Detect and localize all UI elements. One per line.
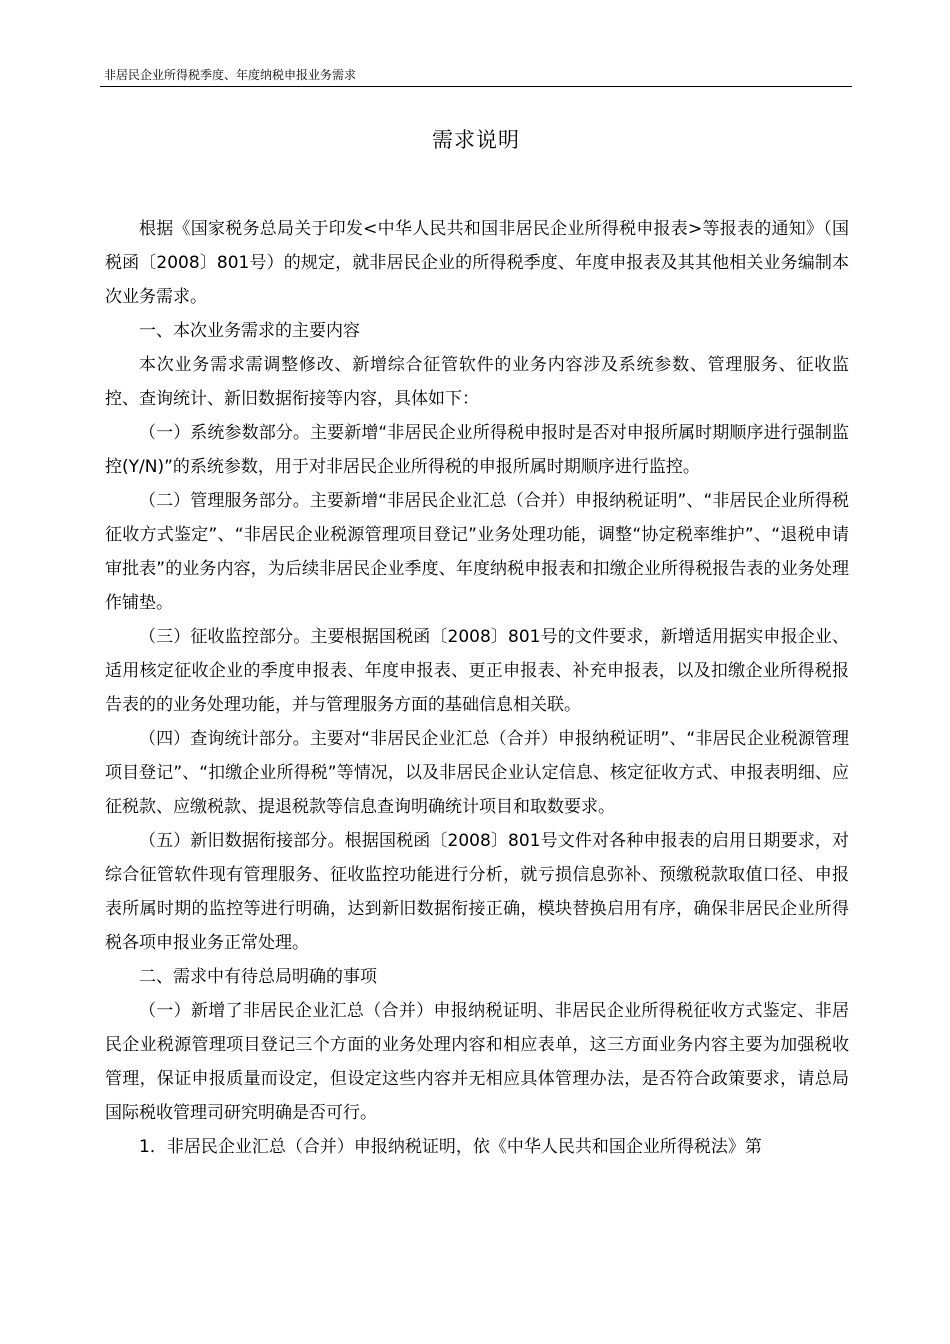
paragraph-system-parameters: （一）系统参数部分。主要新增“非居民企业所得税申报时是否对申报所属时期顺序进行强制监控(Y/N)”的系统参数，用于对非居民企业所得税的申报所属时期顺序进行监控。 [105,423,849,477]
section-heading-pending-items: 二、需求中有待总局明确的事项 [139,967,377,987]
document-body [105,212,849,1164]
paragraph-query-statistics: （四）查询统计部分。主要对“非居民企业汇总（合并）申报纳税证明”、“非居民企业税源管理项目登记”、“扣缴企业所得税”等情况，以及非居民企业认定信息、核定征收方式、申报表明细、应征税款、应缴税款、提退税款等信息查询明确统计项目和取数要求。 [105,729,849,817]
section-heading-main-content: 一、本次业务需求的主要内容 [139,321,360,341]
paragraph-pending-item-1-sub-1: 1．非居民企业汇总（合并）申报纳税证明，依《中华人民共和国企业所得税法》第 [139,1137,762,1157]
paragraph-management-services: （二）管理服务部分。主要新增“非居民企业汇总（合并）申报纳税证明”、“非居民企业所得税征收方式鉴定”、“非居民企业税源管理项目登记”业务处理功能，调整“协定税率维护”、“退税申请审批表”的业务内容，为后续非居民企业季度、年度纳税申报表和扣缴企业所得税报告表的业务处理作铺垫。 [105,491,849,613]
paragraph-data-transition: （五）新旧数据衔接部分。根据国税函〔2008〕801号文件对各种申报表的启用日期要求，对综合征管软件现有管理服务、征收监控功能进行分析，就亏损信息弥补、预缴税款取值口径、申报表所属时期的监控等进行明确，达到新旧数据衔接正确，模块替换启用有序，确保非居民企业所得税各项申报业务正常处理。 [105,831,849,953]
running-header-title: 非居民企业所得税季度、年度纳税申报业务需求 [104,68,357,82]
paragraph-scope: 本次业务需求需调整修改、新增综合征管软件的业务内容涉及系统参数、管理服务、征收监控、查询统计、新旧数据衔接等内容，具体如下： [105,355,849,409]
paragraph-collection-monitoring: （三）征收监控部分。主要根据国税函〔2008〕801号的文件要求，新增适用据实申报企业、适用核定征收企业的季度申报表、年度申报表、更正申报表、补充申报表，以及扣缴企业所得税报告表的的业务处理功能，并与管理服务方面的基础信息相关联。 [105,627,849,715]
document-title: 需求说明 [432,128,520,152]
running-header [100,62,852,87]
paragraph-intro: 根据《国家税务总局关于印发<中华人民共和国非居民企业所得税申报表>等报表的通知》（国税函〔2008〕801号）的规定，就非居民企业的所得税季度、年度申报表及其其他相关业务编制本次业务需求。 [105,219,849,307]
paragraph-pending-item-1: （一）新增了非居民企业汇总（合并）申报纳税证明、非居民企业所得税征收方式鉴定、非居民企业税源管理项目登记三个方面的业务处理内容和相应表单，这三方面业务内容主要为加强税收管理，保证申报质量而设定，但设定这些内容并无相应具体管理办法，是否符合政策要求，请总局国际税收管理司研究明确是否可行。 [105,1001,849,1123]
